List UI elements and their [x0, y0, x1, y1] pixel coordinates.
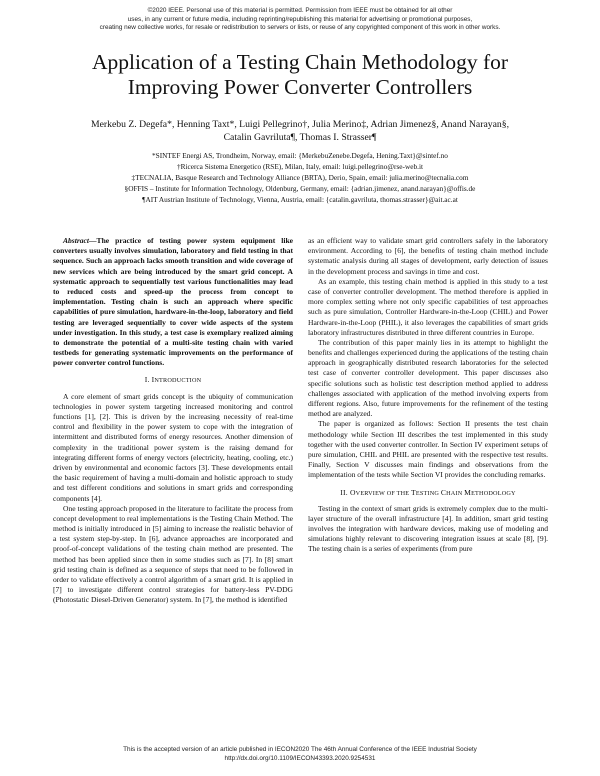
section-heading-overview — [308, 488, 548, 499]
paragraph: As an example, this testing chain method is applied in this study to a test case of converter controller development. The method therefore is applied in more complex setting where not only specific capabilities of test approaches such as pure simulation, Controller Hardware-in-the-Loop (CHIL) and Power Hardware-in-the-Loop (PHIL), it also leverages the capabilities of smart grids laboratory infrastructures distributed in three different countries in Europe. — [308, 276, 548, 337]
affiliation-list — [40, 150, 560, 205]
author-line: Catalin Gavriluta¶, Thomas I. Strasser¶ — [223, 132, 377, 143]
section-title-part: T — [411, 487, 416, 497]
section-title-initial: I — [151, 375, 155, 385]
paragraph: The paper is organized as follows: Section II presents the test chain methodology while Section III describes the test implemented in this study together with the used converter controller. In Section IV experiment setups of pure simulation, CHIL and PHIL are presented with the respective test results. Finally, Section V discusses main findings and observations from the implementation of the tests while Section VI provides the concluding remarks. — [308, 419, 548, 480]
paragraph: as an efficient way to validate smart grid controllers safely in the laboratory environment. According to [6], the benefits of testing chain method include systematic analysis during all stages of development, early detection of issues in the development process and savings in time and cost. — [308, 236, 548, 276]
paper-title — [40, 50, 560, 100]
section-title-part: ESTING — [415, 489, 441, 497]
copyright-notice — [40, 7, 560, 33]
copyright-line: creating new collective works, for resale or redistribution to servers or lists, or reuse of any copyrighted component of this work in other works. — [99, 24, 501, 32]
abstract-lead: Abstract — [63, 236, 89, 245]
title-line: Application of a Testing Chain Methodology for — [91, 50, 509, 74]
footer-line: This is the accepted version of an article published in IECON2020 The 46th Annual Conference of the IEEE Industrial Society — [123, 746, 477, 753]
paragraph: Testing in the context of smart grids is extremely complex due to the multi-layer structure of the overall infrastructure [4]. In addition, smart grid testing involves the integration with hardware devices, making use of modeling and simulations highly relevant to discovering integration issues at scale [8], [9]. The testing chain is a series of experiments (from pure — [308, 503, 548, 554]
abstract-text: —The practice of testing power system equipment like converters usually involves simulation, laboratory and field testing in that sequence. Such an approach lacks smooth transition and wide coverage of new services which are being introduced by the smart grid concept. A systematic approach to sequentially test various functionalities may lead to reduced costs and speed-up the process from concept to implementation. Testing chain is such an approach where specific capabilities of pure simulation, hardware-in-the-loop, laboratory and field testing are leveraged sequentially to cover wide aspects of the system under investigation. In this study, a test case is exemplary realized aiming to demonstrate the potential of a multi-site testing chain with varied testbeds for generating systematic improvements on the performance of power converter control functions. — [53, 236, 293, 368]
affiliation: §OFFIS – Institute for Information Technology, Oldenburg, Germany, email: {adrian.jimenez, anand.narayan}@offis.de — [124, 184, 476, 194]
section-title-part: ETHODOLOGY — [471, 489, 516, 497]
section-title-part: HAIN — [446, 489, 465, 497]
section-number: II. — [340, 487, 348, 497]
author-list — [40, 118, 560, 144]
affiliation: †Ricerca Sistema Energetico (RSE), Milan, Italy, email: luigi.pellegrino@rse-web.it — [176, 162, 424, 172]
footer-doi-link[interactable]: http://dx.doi.org/10.1109/IECON43393.2020.9254531 — [224, 754, 376, 762]
copyright-line: uses, in any current or future media, including reprinting/republishing this material for advertising or promotional purposes, — [127, 15, 473, 23]
section-title-part: VERVIEW OF THE — [355, 489, 412, 497]
copyright-line: ©2020 IEEE. Personal use of this material is permitted. Permission from IEEE must be obtained for all other — [147, 7, 453, 14]
section-title-part: O — [349, 487, 356, 497]
paragraph: The contribution of this paper mainly lies in its attempt to highlight the benefits and challenges experienced during the applications of the testing chain approach in geographically distributed research laboratories for the selected test case of converter controller development. This paper discusses also specific solutions such as holistic test description method applied to address challenges associated with application of the method involving experts from different regions. Also, future improvements for the refinement of the testing method are analyzed. — [308, 337, 548, 419]
affiliation: *SINTEF Energi AS, Trondheim, Norway, email: {MerkebuZenebe.Degefa, Hening.Taxt}@sintef.no — [152, 151, 448, 160]
paragraph: A core element of smart grids concept is the ubiquity of communication technologies in power system targeting increased monitoring and control functions [1], [2]. This is driven by the increasing necessity of real-time control and flexibility in the power system to cope with the integration of intermittent and distributed forms of energy resources. Another dimension of complexity in the traditional power system is the raising demand for integrating different forms of energy vectors (electricity, heating, cooling, etc.) driven by environmental and economic factors [3]. These developments entail the basic requirement of having a multi-domain and holistic approach to study and test different conditions and solutions in smart grids and corresponding components [4]. — [53, 391, 293, 503]
affiliation: ‡TECNALIA, Basque Research and Technology Alliance (BRTA), Derio, Spain, email: julia.merino@tecnalia.com — [131, 173, 469, 183]
section-heading-introduction — [53, 375, 293, 386]
author-line: Merkebu Z. Degefa*, Henning Taxt*, Luigi Pellegrino†, Julia Merino‡, Adrian Jimenez§, Anand Narayan§, — [90, 119, 510, 130]
section-title-part: M — [464, 487, 472, 497]
section-title-rest: NTRODUCTION — [154, 377, 202, 385]
right-column — [308, 236, 548, 555]
paragraph: One testing approach proposed in the literature to facilitate the process from concept development to real implementations is the Testing Chain Method. The method is initially introduced in [5] aiming to increase the realistic behavior of a test system step-by-step. In [6], advance approaches are incorporated and proof-of-concept validations of the testing chain method are presented. The method has been applied since then in some studies such as [7]. In [8] smart grid testing chain is defined as a sequence of steps that need to be followed in order to validate effectively a control algorithm of a smart grid. It is applied in [7] to investigate different control strategies for battery-less PV-DDG (Photostatic Diesel-Driven Generator) system. In [7], the method is identified — [53, 503, 294, 605]
footer-notice — [40, 746, 560, 763]
affiliation: ¶AIT Austrian Institute of Technology, Vienna, Austria, email: {catalin.gavriluta, thomas.strasser}@ait.ac.at — [142, 195, 458, 205]
section-number: I. — [144, 375, 150, 385]
title-line: Improving Power Converter Controllers — [127, 75, 473, 99]
left-column — [53, 236, 293, 606]
abstract — [53, 236, 293, 368]
section-title-part: C — [440, 487, 447, 497]
